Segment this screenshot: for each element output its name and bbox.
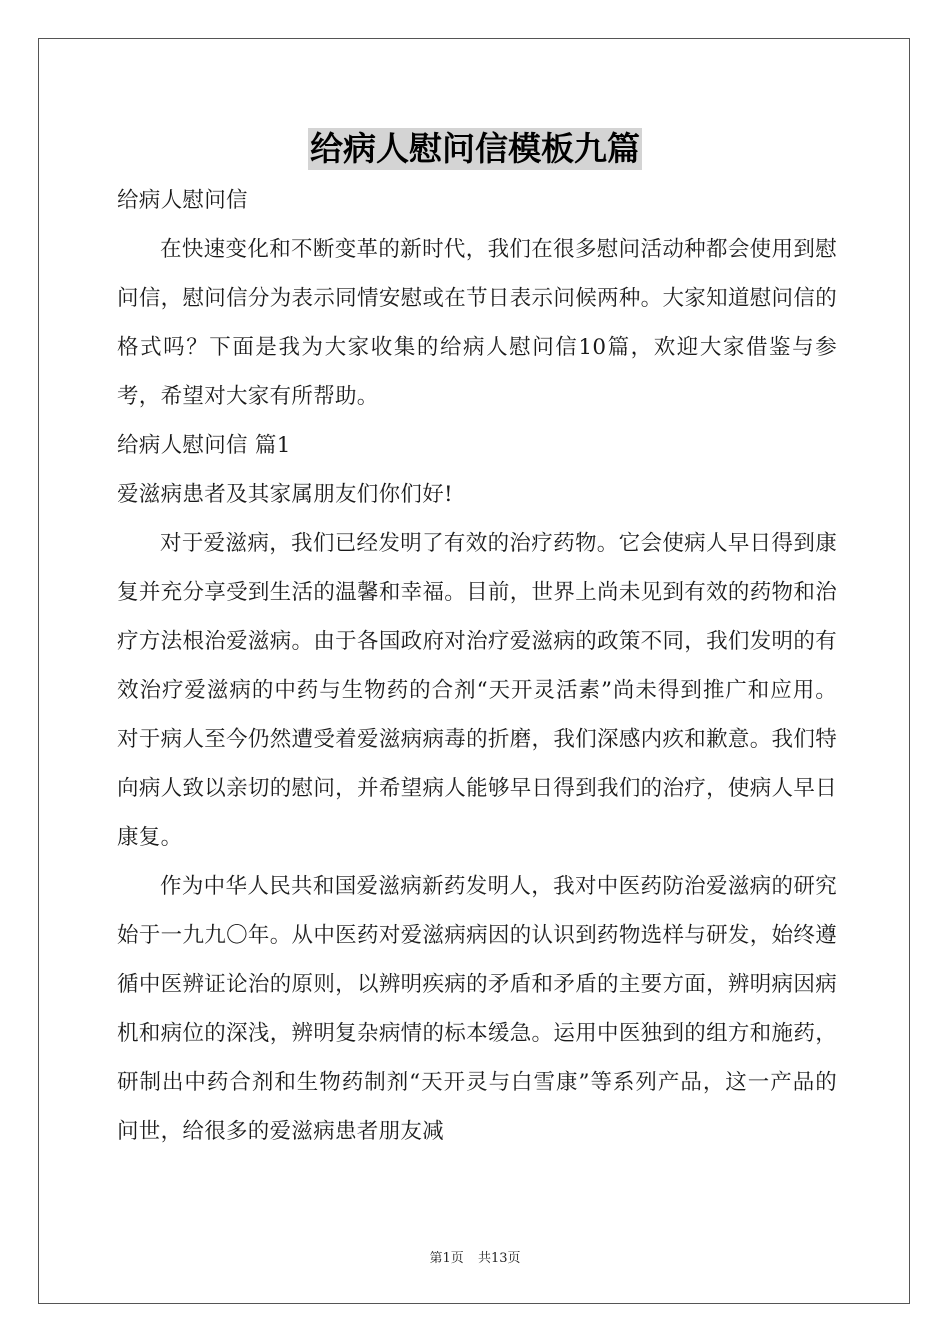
paragraph-intro: 在快速变化和不断变革的新时代，我们在很多慰问活动种都会使用到慰问信，慰问信分为表示同情安慰或在节日表示问候两种。大家知道慰问信的格式吗？下面是我为大家收集的给病人慰问信10篇，欢迎大家借鉴与参考，希望对大家有所帮助。 bbox=[117, 237, 837, 409]
salutation: 爱滋病患者及其家属朋友们你们好! bbox=[117, 482, 453, 507]
title-container bbox=[0, 128, 950, 170]
paragraph-body-2: 作为中华人民共和国爱滋病新药发明人，我对中医药防治爱滋病的研究始于一九九〇年。从中医药对爱滋病病因的认识到药物选样与研发，始终遵循中医辨证论治的原则，以辨明疾病的矛盾和矛盾的主要方面，辨明病因病机和病位的深浅，辨明复杂病情的标本缓急。运用中医独到的组方和施药，研制出中药合剂和生物药制剂“天开灵与白雪康”等系列产品，这一产品的问世，给很多的爱滋病患者朋友减 bbox=[117, 874, 837, 1144]
page-number: 第1页 bbox=[429, 1251, 464, 1266]
section-heading: 给病人慰问信 篇1 bbox=[117, 433, 291, 458]
page-total: 共13页 bbox=[477, 1251, 521, 1266]
document-body bbox=[117, 176, 837, 1156]
page-footer bbox=[0, 1247, 950, 1266]
document-title: 给病人慰问信模板九篇 bbox=[310, 129, 640, 168]
paragraph-heading: 给病人慰问信 bbox=[117, 188, 248, 213]
paragraph-body-1: 对于爱滋病，我们已经发明了有效的治疗药物。它会使病人早日得到康复并充分享受到生活的温馨和幸福。目前，世界上尚未见到有效的药物和治疗方法根治爱滋病。由于各国政府对治疗爱滋病的政策不同，我们发明的有效治疗爱滋病的中药与生物药的合剂“天开灵活素”尚未得到推广和应用。对于病人至今仍然遭受着爱滋病病毒的折磨，我们深感内疚和歉意。我们特向病人致以亲切的慰问，并希望病人能够早日得到我们的治疗，使病人早日康复。 bbox=[117, 531, 837, 850]
